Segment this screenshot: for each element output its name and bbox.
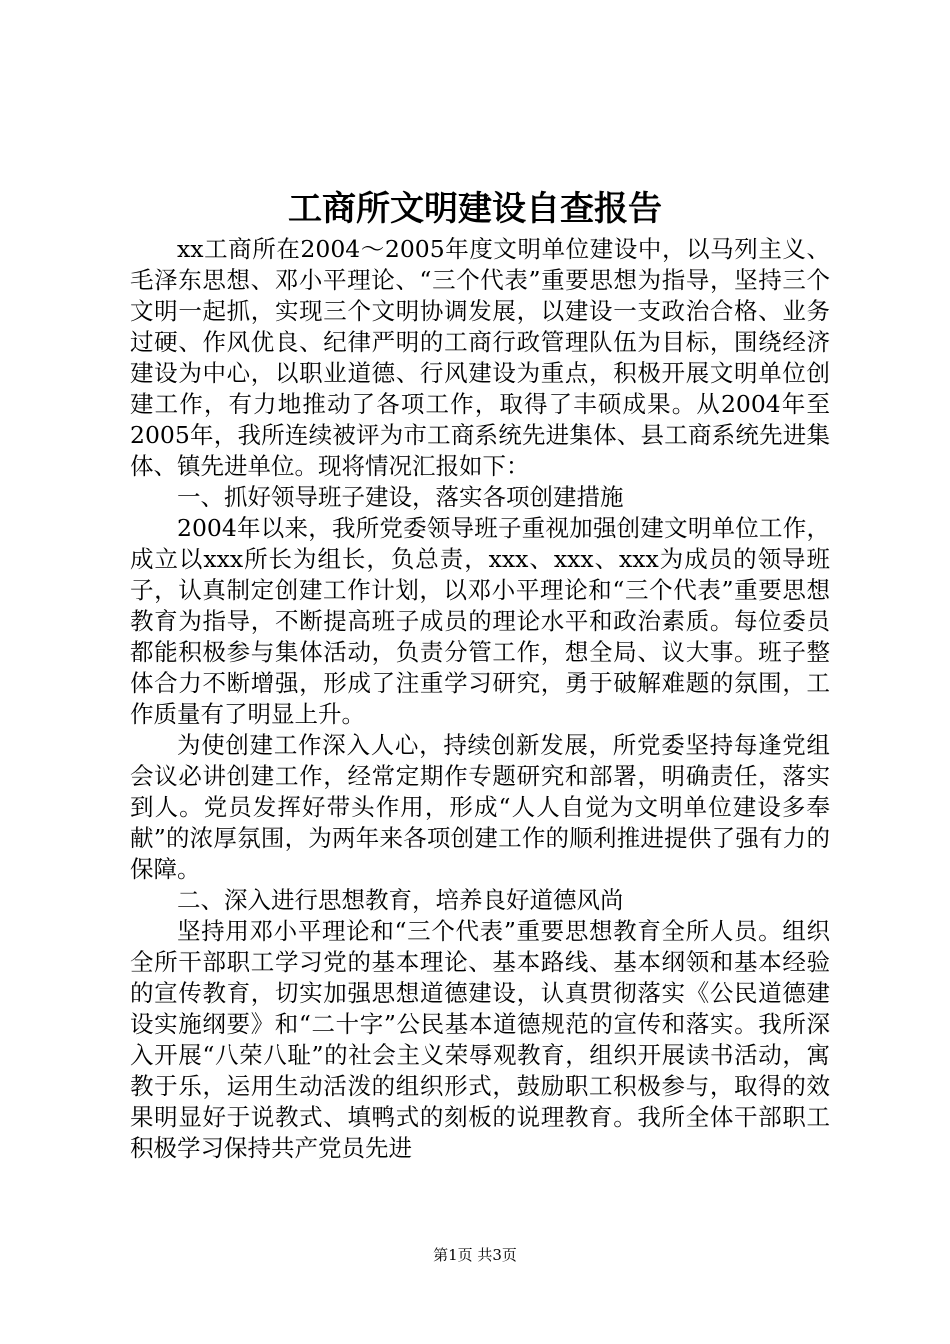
paragraph-education: 坚持用邓小平理论和“三个代表”重要思想教育全所人员。组织全所干部职工学习党的基本理论、基本路线、基本纲领和基本经验的宣传教育，切实加强思想道德建设，认真贯彻落实《公民道德建设实施纲要》和“二十字”公民基本道德规范的宣传和落实。我所深入开展“八荣八耻”的社会主义荣辱观教育，组织开展读书活动，寓教于乐，运用生动活泼的组织形式，鼓励职工积极参与，取得的效果明显好于说教式、填鸭式的刻板的说理教育。我所全体干部职工积极学习保持共产党员先进 bbox=[130, 917, 830, 1162]
document-body bbox=[130, 234, 830, 1164]
section-heading-1: 一、抓好领导班子建设，落实各项创建措施 bbox=[177, 483, 624, 511]
section-heading-2: 二、深入进行思想教育，培养良好道德风尚 bbox=[177, 886, 624, 914]
page-number-footer: 第1页 共3页 bbox=[433, 1246, 517, 1264]
document-title: 工商所文明建设自查报告 bbox=[288, 189, 662, 229]
paragraph-intro: xx工商所在2004～2005年度文明单位建设中，以马列主义、毛泽东思想、邓小平理论、“三个代表”重要思想为指导，坚持三个文明一起抓，实现三个文明协调发展，以建设一支政治合格、业务过硬、作风优良、纪律严明的工商行政管理队伍为目标，围绕经济建设为中心，以职业道德、行风建设为重点，积极开展文明单位创建工作，有力地推动了各项工作，取得了丰硕成果。从2004年至2005年，我所连续被评为市工商系统先进集体、县工商系统先进集体、镇先进单位。现将情况汇报如下： bbox=[130, 235, 830, 480]
paragraph-implementation: 为使创建工作深入人心，持续创新发展，所党委坚持每逢党组会议必讲创建工作，经常定期作专题研究和部署，明确责任，落实到人。党员发挥好带头作用，形成“人人自觉为文明单位建设多奉献”的浓厚氛围，为两年来各项创建工作的顺利推进提供了强有力的保障。 bbox=[130, 731, 830, 883]
paragraph-leadership: 2004年以来，我所党委领导班子重视加强创建文明单位工作，成立以xxx所长为组长，负总责，xxx、xxx、xxx为成员的领导班子，认真制定创建工作计划，以邓小平理论和“三个代表”重要思想教育为指导，不断提高班子成员的理论水平和政治素质。每位委员都能积极参与集体活动，负责分管工作，想全局、议大事。班子整体合力不断增强，形成了注重学习研究，勇于破解难题的氛围，工作质量有了明显上升。 bbox=[130, 514, 830, 728]
